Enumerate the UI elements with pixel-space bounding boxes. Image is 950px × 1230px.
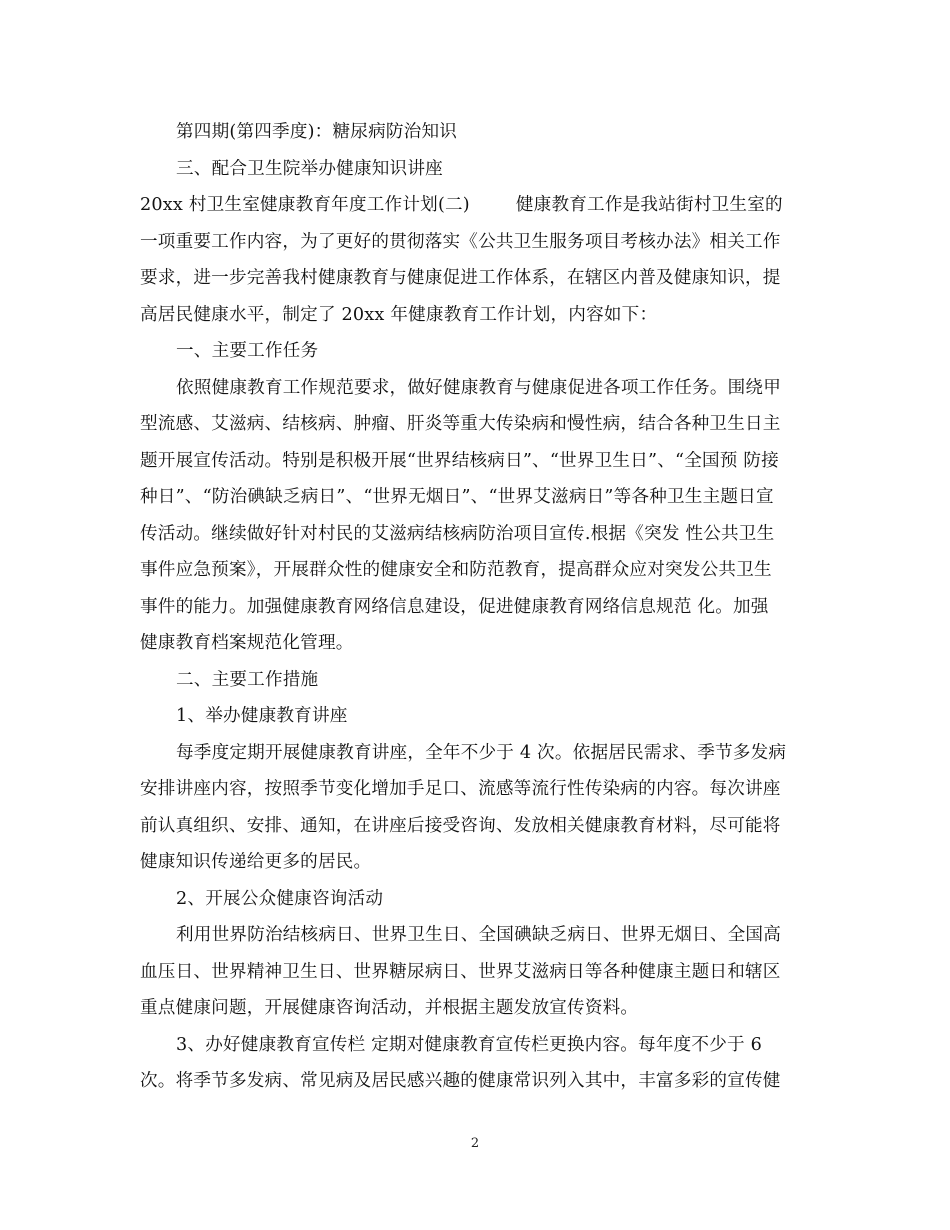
paragraph-line: 前认真组织、安排、通知，在讲座后接受咨询、发放相关健康教育材料，尽可能将 <box>140 815 781 836</box>
paragraph-line: 事件的能力。加强健康教育网络信息建设，促进健康教育网络信息规范 化。加强 <box>140 596 769 617</box>
page-number: 2 <box>470 1136 480 1151</box>
paragraph-line: 重点健康问题，开展健康咨询活动，并根据主题发放宣传资料。 <box>140 998 639 1018</box>
paragraph-line: 一项重要工作内容，为了更好的贯彻落实《公共卫生服务项目考核办法》相关工作 <box>140 231 781 252</box>
paragraph-line: 事件应急预案》，开展群众性的健康安全和防范教育，提高群众应对突发公共卫生 <box>140 560 772 580</box>
section-heading: 二、主要工作措施 <box>176 669 319 690</box>
subsection-heading: 3、办好健康教育宣传栏 定期对健康教育宣传栏更换内容。每年度不少于 6 <box>176 1034 762 1055</box>
paragraph-text: 健康教育工作是我站街村卫生室的 <box>515 195 783 215</box>
paragraph-line: 要求，进一步完善我村健康教育与健康促进工作体系，在辖区内普及健康知识，提 <box>140 268 781 288</box>
section-heading: 三、配合卫生院举办健康知识讲座 <box>176 158 443 179</box>
paragraph-line: 每季度定期开展健康教育讲座，全年不少于 4 次。依据居民需求、季节多发病 <box>176 742 787 763</box>
paragraph-line: 次。将季节多发病、常见病及居民感兴趣的健康常识列入其中，丰富多彩的宣传健 <box>140 1071 781 1091</box>
paragraph-line: 依照健康教育工作规范要求，做好健康教育与健康促进各项工作任务。围绕甲 <box>176 377 781 398</box>
paragraph-line: 安排讲座内容，按照季节变化增加手足口、流感等流行性传染病的内容。每次讲座 <box>140 779 781 799</box>
paragraph-line: 型流感、艾滋病、结核病、肿瘤、肝炎等重大传染病和慢性病，结合各种卫生日主 <box>140 414 781 434</box>
subsection-heading: 2、开展公众健康咨询活动 <box>176 888 384 909</box>
paragraph-line: 传活动。继续做好针对村民的艾滋病结核病防治项目宣传.根据《突发 性公共卫生 <box>140 523 775 544</box>
paragraph-line: 血压日、世界精神卫生日、世界糖尿病日、世界艾滋病日等各种健康主题日和辖区 <box>140 961 781 982</box>
paragraph-line: 利用世界防治结核病日、世界卫生日、全国碘缺乏病日、世界无烟日、全国高 <box>176 925 781 945</box>
paragraph-line: 高居民健康水平，制定了 20xx 年健康教育工作计划，内容如下： <box>140 304 658 325</box>
paragraph-line: 健康教育档案规范化管理。 <box>140 633 354 653</box>
paragraph-line: 健康知识传递给更多的居民。 <box>140 852 372 872</box>
paragraph-line: 题开展宣传活动。特别是积极开展“世界结核病日”、“世界卫生日”、“全国预 防接 <box>140 450 779 471</box>
plan-title-line <box>140 187 812 224</box>
paragraph-line: 种日”、“防治碘缺乏病日”、“世界无烟日”、“世界艾滋病日”等各种卫生主题日宣 <box>140 487 774 507</box>
paragraph-line: 第四期(第四季度)：糖尿病防治知识 <box>176 122 458 142</box>
document-body <box>140 114 812 1100</box>
plan-title: 20xx 村卫生室健康教育年度工作计划(二) <box>140 195 470 215</box>
subsection-heading: 1、举办健康教育讲座 <box>176 706 348 726</box>
section-heading: 一、主要工作任务 <box>176 341 319 361</box>
